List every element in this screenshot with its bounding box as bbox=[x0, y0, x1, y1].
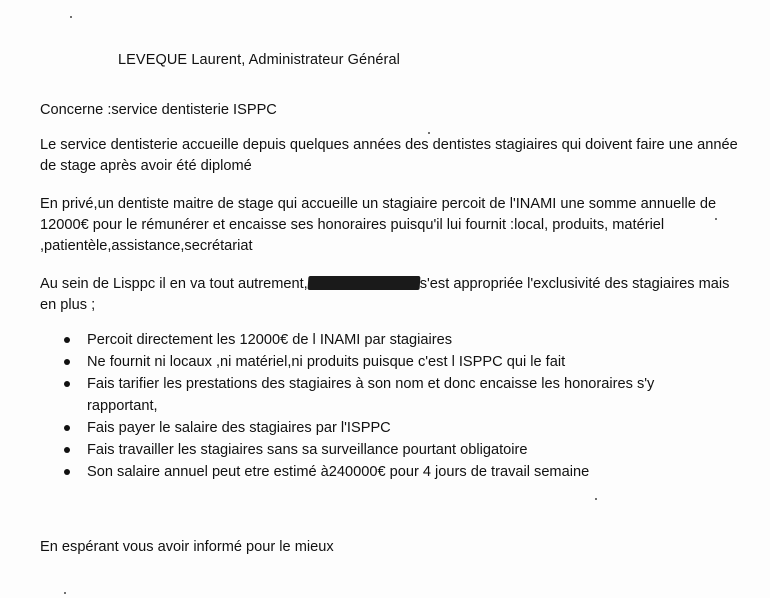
bullet-icon bbox=[64, 469, 70, 475]
list-item bbox=[60, 329, 700, 351]
list-item-text: Percoit directement les 12000€ de l INAMI par stagiaires bbox=[87, 332, 453, 348]
scan-speck bbox=[70, 16, 72, 18]
bullet-list bbox=[60, 329, 700, 483]
list-item-text: Fais payer le salaire des stagiaires par l'ISPPC bbox=[87, 420, 391, 436]
scan-speck bbox=[715, 218, 717, 220]
letter-paragraph-2: En privé,un dentiste maitre de stage qui accueille un stagiaire percoit de l'INAMI une somme annuelle de 12000€ pour le rémunérer et encaisse ses honoraires puisqu'il lui fournit :local, produits, matériel ,patientèle,assistance,secrétariat bbox=[40, 196, 717, 254]
list-item bbox=[60, 439, 700, 461]
paragraph-3-start: Au sein de Lisppc il en va tout autrement, bbox=[40, 276, 308, 292]
list-item bbox=[60, 373, 700, 417]
letter-closing: En espérant vous avoir informé pour le mieux bbox=[40, 539, 334, 555]
paragraph-3-end: s'est appropriée l'exclusivité des stagiaires mais en plus ; bbox=[40, 276, 730, 313]
letter-paragraph-1: Le service dentisterie accueille depuis quelques années des dentistes stagiaires qui doivent faire une année de stage après avoir été diplomé bbox=[40, 137, 738, 174]
list-item bbox=[60, 351, 700, 373]
letter-subject: Concerne :service dentisterie ISPPC bbox=[40, 102, 277, 118]
list-item-text: Ne fournit ni locaux ,ni matériel,ni produits puisque c'est l ISPPC qui le fait bbox=[87, 354, 566, 370]
letter-paragraph-3 bbox=[40, 274, 740, 316]
letter-recipient-header: LEVEQUE Laurent, Administrateur Général bbox=[118, 52, 400, 68]
list-item-text: Fais tarifier les prestations des stagiaires à son nom et donc encaisse les honoraires s'y rapportant, bbox=[87, 376, 655, 414]
bullet-icon bbox=[64, 425, 70, 431]
scan-speck bbox=[64, 592, 66, 594]
list-item-text: Fais travailler les stagiaires sans sa surveillance pourtant obligatoire bbox=[87, 442, 528, 458]
scan-speck bbox=[428, 132, 430, 134]
redacted-name-mark bbox=[307, 276, 420, 290]
bullet-icon bbox=[64, 359, 70, 365]
list-item bbox=[60, 417, 700, 439]
list-item-text: Son salaire annuel peut etre estimé à240000€ pour 4 jours de travail semaine bbox=[87, 464, 590, 480]
scan-speck bbox=[595, 498, 597, 500]
list-item bbox=[60, 461, 700, 483]
bullet-icon bbox=[64, 337, 70, 343]
bullet-icon bbox=[64, 447, 70, 453]
bullet-icon bbox=[64, 381, 70, 387]
